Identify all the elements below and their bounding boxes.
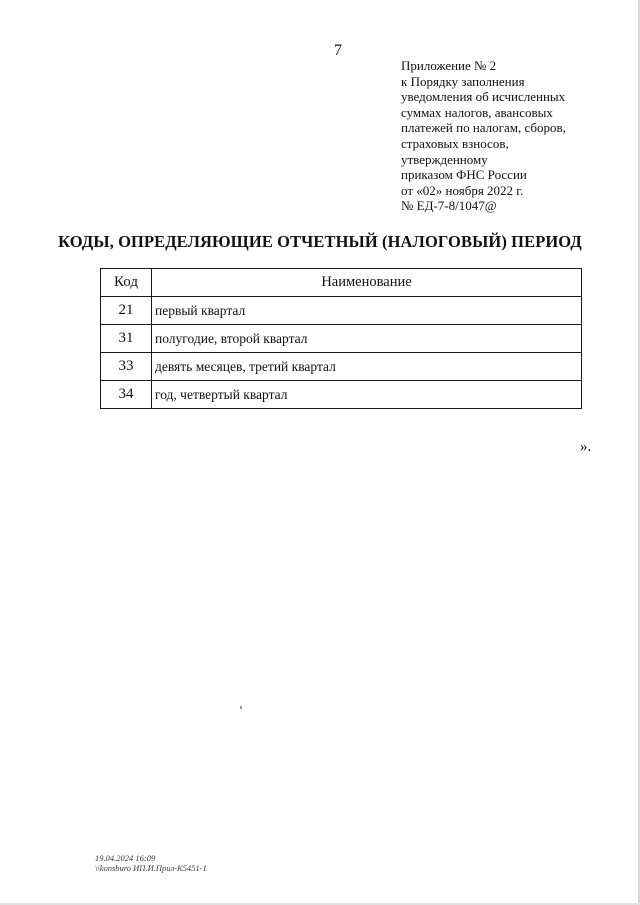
period-code-cell: 34 <box>101 381 152 409</box>
appendix-line: от «02» ноября 2022 г. <box>401 182 524 198</box>
period-name-cell: полугодие, второй квартал <box>152 325 582 353</box>
table-row <box>101 353 582 381</box>
period-name-cell: первый квартал <box>152 297 582 325</box>
period-code-cell: 31 <box>101 325 152 353</box>
document-title: КОДЫ, ОПРЕДЕЛЯЮЩИЕ ОТЧЕТНЫЙ (НАЛОГОВЫЙ) ПЕРИОД <box>58 232 582 251</box>
table-header-row <box>101 269 582 297</box>
table-row <box>101 381 582 409</box>
page-number: 7 <box>334 42 342 59</box>
appendix-line: уведомления об исчисленных <box>401 89 566 105</box>
header-name: Наименование <box>152 269 582 297</box>
appendix-line: страховых взносов, <box>401 135 509 151</box>
stamp-file-path: \\konsburo ИП.И.Прил-К5451-1 <box>95 863 207 873</box>
header-code: Код <box>101 269 152 297</box>
period-code-cell: 33 <box>101 353 152 381</box>
appendix-line: № ЕД-7-8/1047@ <box>401 198 497 214</box>
print-stamp <box>95 853 207 873</box>
appendix-line: платежей по налогам, сборов, <box>401 120 566 136</box>
table-row <box>101 297 582 325</box>
closing-quote-mark: ». <box>580 439 592 455</box>
appendix-line: утвержденному <box>401 151 488 167</box>
period-codes-table <box>100 268 582 409</box>
appendix-line: суммах налогов, авансовых <box>401 104 553 120</box>
period-name-cell: год, четвертый квартал <box>152 381 582 409</box>
appendix-reference-block <box>401 58 601 214</box>
table-row <box>101 325 582 353</box>
period-code-cell: 21 <box>101 297 152 325</box>
appendix-line: Приложение № 2 <box>401 58 497 73</box>
stamp-timestamp: 19.04.2024 16:09 <box>95 853 156 863</box>
period-name-cell: девять месяцев, третий квартал <box>152 353 582 381</box>
appendix-line: приказом ФНС России <box>401 167 527 183</box>
appendix-line: к Порядку заполнения <box>401 73 525 89</box>
scan-speck <box>240 706 242 709</box>
